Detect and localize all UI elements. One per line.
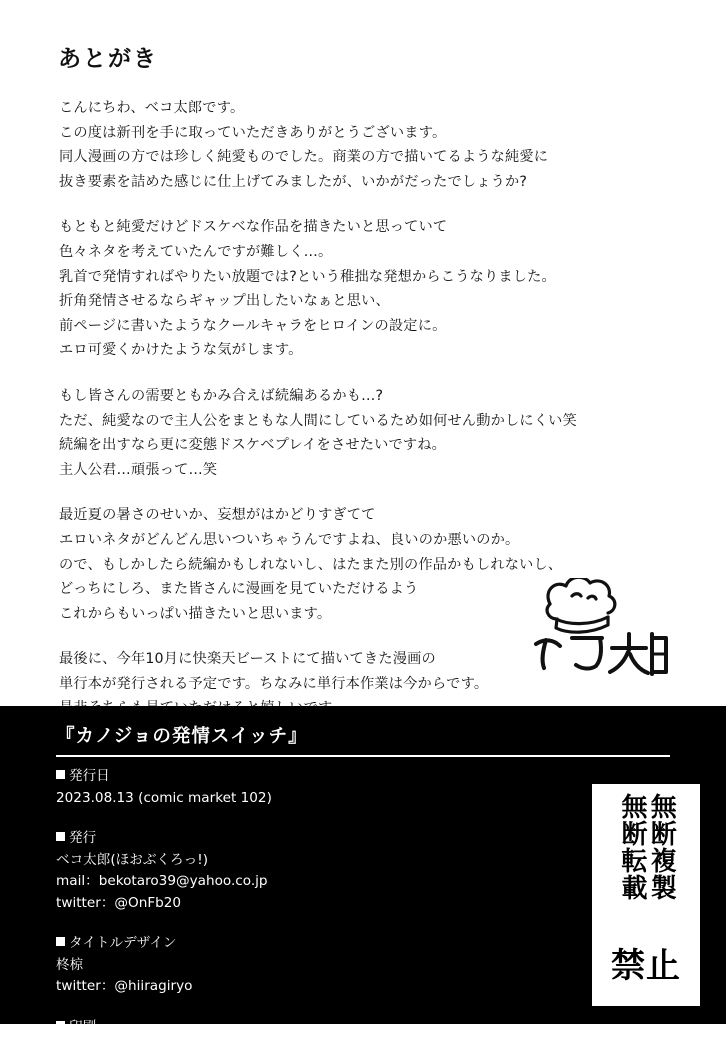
colophon-heading bbox=[56, 766, 526, 788]
afterword-line: もし皆さんの需要ともかみ合えば続編あるかも…? bbox=[59, 387, 384, 404]
colophon-heading-label: 発行 bbox=[69, 830, 97, 846]
afterword-line: こんにちわ、ベコ太郎です。 bbox=[59, 100, 245, 116]
afterword-line: どっちにしろ、また皆さんに漫画を見ていただけるよう bbox=[59, 581, 419, 598]
colophon-heading bbox=[56, 828, 526, 850]
afterword-line: 色々ネタを考えていたんですが難しく…。 bbox=[59, 243, 333, 260]
bullet-square-icon bbox=[56, 832, 65, 841]
stamp-column-right: 無断複製 bbox=[646, 793, 677, 901]
afterword-line: ので、もしかしたら続編かもしれないし、はたまた別の作品かもしれないし、 bbox=[59, 556, 563, 573]
colophon-block-publication-date bbox=[56, 766, 526, 809]
colophon-heading-label: タイトルデザイン bbox=[69, 935, 177, 951]
colophon-twitter-line: twitter：@OnFb20 bbox=[56, 894, 182, 911]
colophon-line: ベコ太郎(ほおぶくろっ!) bbox=[56, 851, 208, 868]
afterword-line: 主人公君…頑張って…笑 bbox=[59, 461, 218, 478]
colophon-line: 栄光印刷 bbox=[56, 1040, 111, 1056]
afterword-line: エロいネタがどんどん思いついちゃうんですよね、良いのか悪いのか。 bbox=[59, 531, 520, 548]
bullet-square-icon bbox=[56, 937, 65, 946]
colophon-title: 『カノジョの発情スイッチ』 bbox=[56, 726, 308, 747]
afterword-line: 最後に、今年10月に快楽天ビーストにて描いてきた漫画の bbox=[59, 651, 436, 668]
colophon-block-title-design bbox=[56, 933, 526, 998]
colophon-line: 柊椋 bbox=[56, 956, 84, 973]
afterword-line: これからもいっぱい描きたいと思います。 bbox=[59, 605, 332, 622]
signature-icon bbox=[516, 578, 676, 693]
afterword-line: この度は新刊を手に取っていただきありがとうございます。 bbox=[59, 124, 447, 141]
colophon-details bbox=[56, 766, 526, 1060]
bullet-square-icon bbox=[56, 770, 65, 779]
afterword-line: 最近夏の暑さのせいか、妄想がはかどりすぎてて bbox=[59, 507, 376, 524]
bullet-square-icon bbox=[56, 1021, 65, 1030]
afterword-line: もともと純愛だけどドスケベな作品を描きたいと思っていて bbox=[59, 219, 448, 236]
colophon-heading bbox=[56, 1017, 526, 1039]
colophon-heading bbox=[56, 933, 526, 955]
colophon-heading-label: 発行日 bbox=[69, 768, 110, 784]
afterword-line: 乳首で発情すればやりたい放題では?という稚拙な発想からこうなりました。 bbox=[59, 268, 556, 285]
colophon-divider bbox=[56, 755, 670, 757]
author-signature-doodle bbox=[516, 578, 676, 693]
colophon-heading-label: 印刷 bbox=[69, 1018, 97, 1035]
colophon-line: 2023.08.13 (comic market 102) bbox=[56, 789, 272, 806]
stamp-prohibition-label: 禁止 bbox=[611, 946, 681, 986]
afterword-title: あとがき bbox=[58, 46, 158, 72]
afterword-line: 単行本が発行される予定です。ちなみに単行本作業は今からです。 bbox=[59, 675, 489, 692]
afterword-line: 前ページに書いたようなクールキャラをヒロインの設定に。 bbox=[59, 317, 447, 334]
afterword-paragraph bbox=[59, 384, 659, 482]
colophon-twitter-line: twitter：@hiiragiryo bbox=[56, 978, 193, 994]
colophon-block-printing bbox=[56, 1017, 526, 1060]
afterword-paragraph bbox=[59, 215, 659, 363]
afterword-line: エロ可愛くかけたような気がします。 bbox=[59, 342, 303, 359]
afterword-line: 抜き要素を詰めた感じに仕上げてみましたが、いかがだったでしょうか? bbox=[59, 173, 528, 190]
afterword-paragraph bbox=[59, 96, 659, 194]
afterword-line: 折角発情させるならギャップ出したいなぁと思い、 bbox=[59, 293, 390, 310]
colophon-block-publisher bbox=[56, 828, 526, 914]
afterword-line: 続編を出すなら更に変態ドスケベプレイをさせたいですね。 bbox=[59, 437, 447, 454]
afterword-line: 同人漫画の方では珍しく純愛ものでした。商業の方で描いてるような純愛に bbox=[59, 149, 549, 166]
colophon-section bbox=[0, 706, 726, 1056]
afterword-line: ただ、純愛なので主人公をまともな人間にしているため如何せん動かしにくい笑 bbox=[59, 412, 577, 429]
stamp-column-left: 無断転載 bbox=[617, 793, 647, 901]
copyright-stamp bbox=[592, 784, 700, 1006]
colophon-mail-line: mail：bekotaro39@yahoo.co.jp bbox=[56, 873, 268, 889]
stamp-columns bbox=[618, 793, 675, 943]
